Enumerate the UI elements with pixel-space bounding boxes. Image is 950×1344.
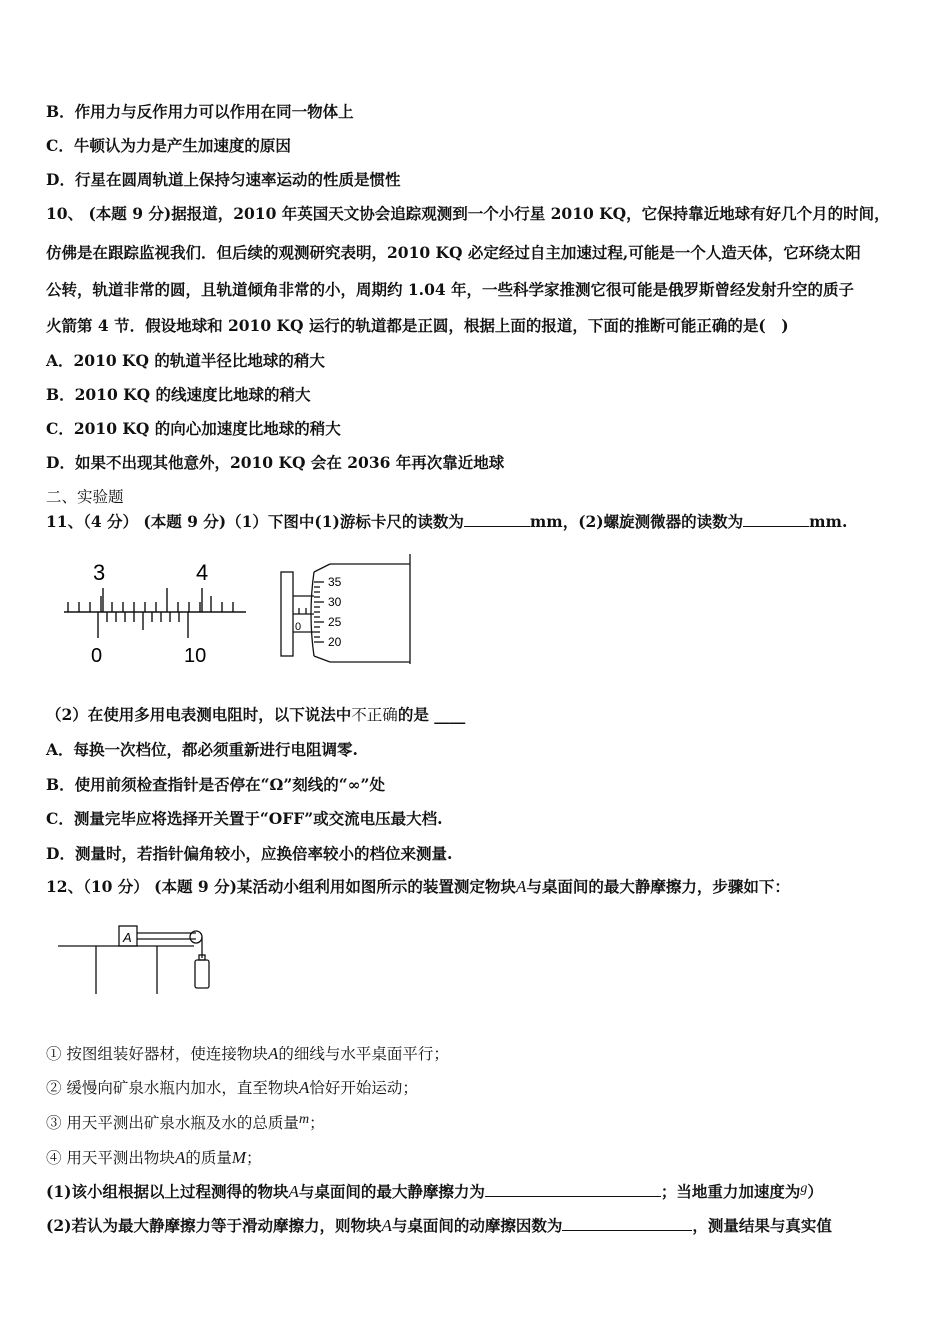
- q12-sub2-text-b: 与桌面间的动摩擦因数为: [391, 1216, 563, 1235]
- q12-step1-var-a: A: [267, 1044, 279, 1063]
- q9-option-d: D．行星在圆周轨道上保持匀速率运动的性质是惯性: [46, 170, 401, 189]
- q11-part2-emphasis: 不正确: [351, 706, 398, 724]
- q10-option-b: B．2010 KQ 的线速度比地球的稍大: [46, 385, 311, 404]
- q11-option-a: A．每换一次档位，都必须重新进行电阻调零.: [46, 740, 358, 759]
- q12-var-g: g: [800, 1181, 808, 1196]
- q12-step1-text-a: ① 按图组装好器材，使连接物块: [46, 1045, 268, 1063]
- water-bottle: [195, 960, 209, 988]
- q12-step2-var-a: A: [298, 1078, 310, 1097]
- q11-stem: [46, 512, 847, 532]
- q11-part2-text-a: （2）在使用多用电表测电阻时，以下说法中: [46, 705, 352, 724]
- q11-option-b: B．使用前须检查指针是否停在“Ω”刻线的“∞”处: [46, 775, 385, 794]
- q11-stem-text-b: mm，(2)螺旋测微器的读数为: [529, 512, 744, 531]
- micrometer-tick-25: 25: [328, 615, 342, 629]
- q12-step1-text-b: 的细线与水平桌面平行；: [278, 1045, 449, 1063]
- micrometer-figure: [278, 552, 418, 664]
- q12-step2: [46, 1078, 418, 1098]
- q12-var-m: m: [298, 1112, 310, 1127]
- q12-step4-var-a: A: [174, 1148, 186, 1167]
- micrometer-tick-30: 30: [328, 595, 342, 609]
- q10-option-a: A．2010 KQ 的轨道半径比地球的稍大: [46, 351, 325, 370]
- q10-stem-line2: 仿佛是在跟踪监视我们．但后续的观测研究表明，2010 KQ 必定经过自主加速过程,可能是一个人造天体，它环绕太阳: [46, 243, 861, 262]
- q12-step1: [46, 1044, 449, 1064]
- q12-sub2-text-a: (2)若认为最大静摩擦力等于滑动摩擦力，则物块: [46, 1216, 382, 1235]
- block-a-label: A: [123, 930, 132, 945]
- q12-step3: [46, 1113, 325, 1135]
- caliper-main-label-left: 3: [93, 560, 106, 585]
- micrometer-sleeve-zero: 0: [295, 621, 302, 633]
- q12-stem: [46, 877, 790, 897]
- q12-var-m-capital: M: [231, 1148, 247, 1167]
- q12-step3-text-a: ③ 用天平测出矿泉水瓶及水的总质量: [46, 1114, 299, 1132]
- section-heading: 二、实验题: [46, 488, 124, 506]
- q12-var-a: A: [515, 877, 527, 896]
- q12-step4-text-b: 的质量: [185, 1149, 232, 1167]
- q12-sub1: [46, 1182, 823, 1204]
- q12-sub1-var-a: A: [288, 1182, 299, 1201]
- q12-sub1-text-b: 与桌面间的最大静摩擦力为: [298, 1182, 485, 1201]
- micrometer-tick-35: 35: [328, 575, 342, 589]
- q10-option-d: D．如果不出现其他意外，2010 KQ 会在 2036 年再次靠近地球: [46, 453, 505, 472]
- q12-answer-blank-1[interactable]: [485, 1182, 661, 1197]
- q11-stem-text-c: mm.: [809, 512, 848, 531]
- q12-step4: [46, 1148, 262, 1168]
- q10-stem-line1: 10、 (本题 9 分)据报道，2010 年英国天文协会追踪观测到一个小行星 2010 KQ，它保持靠近地球有好几个月的时间，: [46, 204, 890, 223]
- q12-step2-text-a: ② 缓慢向矿泉水瓶内加水，直至物块: [46, 1079, 299, 1097]
- q12-answer-blank-2[interactable]: [562, 1216, 692, 1231]
- q12-stem-text-a: 12、（10 分） (本题 9 分)某活动小组利用如图所示的装置测定物块: [46, 877, 516, 896]
- q12-sub2: [46, 1216, 832, 1236]
- q9-option-b: B．作用力与反作用力可以作用在同一物体上: [46, 102, 354, 121]
- q12-step2-text-b: 恰好开始运动；: [309, 1079, 418, 1097]
- caliper-vernier-label-left: 0: [91, 645, 103, 667]
- q9-option-c: C．牛顿认为力是产生加速度的原因: [46, 136, 291, 155]
- q12-step4-text-a: ④ 用天平测出物块: [46, 1149, 175, 1167]
- q11-option-c: C．测量完毕应将选择开关置于“OFF”或交流电压最大档.: [46, 809, 443, 828]
- q11-option-d: D．测量时，若指针偏角较小，应换倍率较小的档位来测量.: [46, 844, 453, 863]
- q12-step4-text-c: ；: [246, 1149, 262, 1167]
- q11-stem-text-a: 11、（4 分） (本题 9 分)（1）下图中(1)游标卡尺的读数为: [46, 512, 464, 531]
- q12-sub1-text-d: ）: [807, 1182, 823, 1201]
- q11-answer-blank-2[interactable]: [743, 512, 809, 527]
- q12-sub1-text-c: ；当地重力加速度为: [660, 1182, 801, 1201]
- micrometer-anvil: [281, 572, 293, 656]
- q11-answer-blank-1[interactable]: [464, 512, 530, 527]
- q12-step3-text-b: ；: [309, 1114, 325, 1132]
- caliper-main-label-right: 4: [196, 560, 209, 585]
- q12-sub1-text-a: (1)该小组根据以上过程测得的物块: [46, 1182, 289, 1201]
- apparatus-figure: [56, 920, 226, 1000]
- q12-stem-text-b: 与桌面间的最大静摩擦力，步骤如下：: [526, 877, 790, 896]
- q10-stem-line3: 公转，轨道非常的圆，且轨道倾角非常的小，周期约 1.04 年，一些科学家推测它很可能是俄罗斯曾经发射升空的质子: [46, 280, 855, 299]
- q12-sub2-var-a: A: [381, 1216, 392, 1235]
- q10-option-c: C．2010 KQ 的向心加速度比地球的稍大: [46, 419, 341, 438]
- vernier-caliper-figure: [60, 558, 250, 668]
- q11-part2-text-c: 的是 ____: [397, 705, 466, 724]
- micrometer-tick-20: 20: [328, 635, 342, 649]
- q12-sub2-text-c: ，测量结果与真实值: [692, 1216, 832, 1235]
- q10-stem-line4: 火箭第 4 节．假设地球和 2010 KQ 运行的轨道都是正圆，根据上面的报道，下面的推断可能正确的是( ): [46, 316, 789, 335]
- q11-part2-stem: [46, 705, 465, 725]
- caliper-vernier-label-right: 10: [184, 645, 207, 667]
